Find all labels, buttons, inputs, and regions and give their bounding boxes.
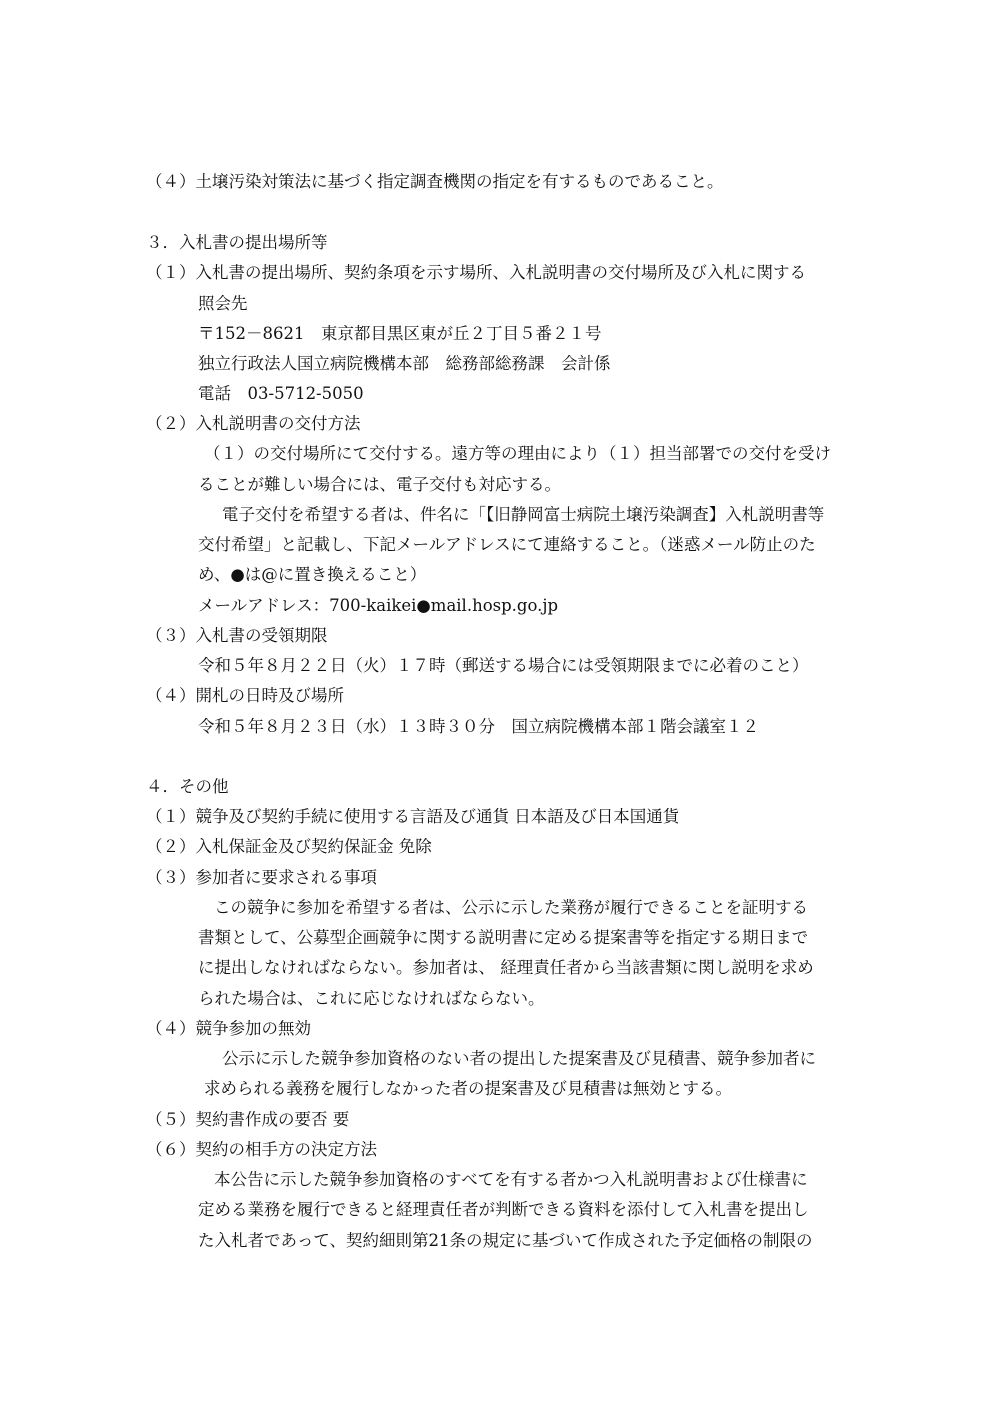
- section-4-item-1: （１）競争及び契約手続に使用する言語及び通貨 日本語及び日本国通貨: [146, 807, 680, 826]
- contact-email: メールアドレス：700-kaikei●mail.hosp.go.jp: [198, 596, 559, 615]
- section-4-item-6-label: （６）契約の相手方の決定方法: [146, 1140, 377, 1159]
- section-3-item-4-label: （４）開札の日時及び場所: [146, 686, 344, 705]
- award-method-line-1: 本公告に示した競争参加資格のすべてを有する者かつ入札説明書および仕様書に: [214, 1170, 808, 1189]
- section-4-item-2: （２）入札保証金及び契約保証金 免除: [146, 837, 432, 856]
- requirement-item-4: （４）土壌汚染対策法に基づく指定調査機関の指定を有するものであること。: [146, 172, 724, 191]
- section-4-item-3-label: （３）参加者に要求される事項: [146, 868, 377, 887]
- invalidity-line-2: 求められる義務を履行しなかった者の提案書及び見積書は無効とする。: [204, 1079, 732, 1098]
- electronic-delivery-line-1: 電子交付を希望する者は、件名に「【旧静岡富士病院土壌汚染調査】入札説明書等: [222, 505, 825, 524]
- delivery-text-line-2: ることが難しい場合には、電子交付も対応する。: [198, 475, 561, 494]
- electronic-delivery-line-3: め、●は@に置き換えること）: [198, 565, 427, 584]
- contact-organization: 独立行政法人国立病院機構本部 総務部総務課 会計係: [198, 354, 611, 373]
- participant-requirements-line-2: 書類として、公募型企画競争に関する説明書に定める提案書等を指定する期日まで: [198, 928, 809, 947]
- contact-address: 〒152－8621 東京都目黒区東が丘２丁目５番２１号: [198, 324, 602, 343]
- electronic-delivery-line-2: 交付希望」と記載し、下記メールアドレスにて連絡すること。（迷惑メール防止のた: [198, 535, 816, 554]
- delivery-text-line-1: （１）の交付場所にて交付する。遠方等の理由により（１）担当部署での交付を受け: [204, 444, 831, 463]
- bid-opening-datetime: 令和５年８月２３日（水）１３時３０分 国立病院機構本部１階会議室１２: [198, 717, 759, 736]
- section-3-item-1-label: （１）入札書の提出場所、契約条項を示す場所、入札説明書の交付場所及び入札に関する: [146, 263, 806, 282]
- section-4-item-5: （５）契約書作成の要否 要: [146, 1110, 350, 1129]
- section-3-item-3-label: （３）入札書の受領期限: [146, 626, 328, 645]
- section-4-heading: ４．その他: [146, 777, 229, 796]
- participant-requirements-line-3: に提出しなければならない。参加者は、 経理責任者から当該書類に関し説明を求め: [198, 958, 814, 977]
- award-method-line-3: た入札者であって、契約細則第21条の規定に基づいて作成された予定価格の制限の: [198, 1231, 813, 1250]
- invalidity-line-1: 公示に示した競争参加資格のない者の提出した提案書及び見積書、競争参加者に: [222, 1049, 816, 1068]
- submission-deadline: 令和５年８月２２日（火）１７時（郵送する場合には受領期限までに必着のこと）: [198, 656, 809, 675]
- section-4-item-4-label: （４）競争参加の無効: [146, 1019, 311, 1038]
- section-3-heading: ３．入札書の提出場所等: [146, 233, 328, 252]
- participant-requirements-line-1: この競争に参加を希望する者は、公示に示した業務が履行できることを証明する: [214, 898, 808, 917]
- contact-phone: 電話 03-5712-5050: [198, 384, 364, 403]
- participant-requirements-line-4: られた場合は、これに応じなければならない。: [198, 989, 545, 1008]
- section-3-item-1-line-2: 照会先: [198, 294, 248, 313]
- section-3-item-2-label: （２）入札説明書の交付方法: [146, 414, 361, 433]
- award-method-line-2: 定める業務を履行できると経理責任者が判断できる資料を添付して入札書を提出し: [198, 1200, 809, 1219]
